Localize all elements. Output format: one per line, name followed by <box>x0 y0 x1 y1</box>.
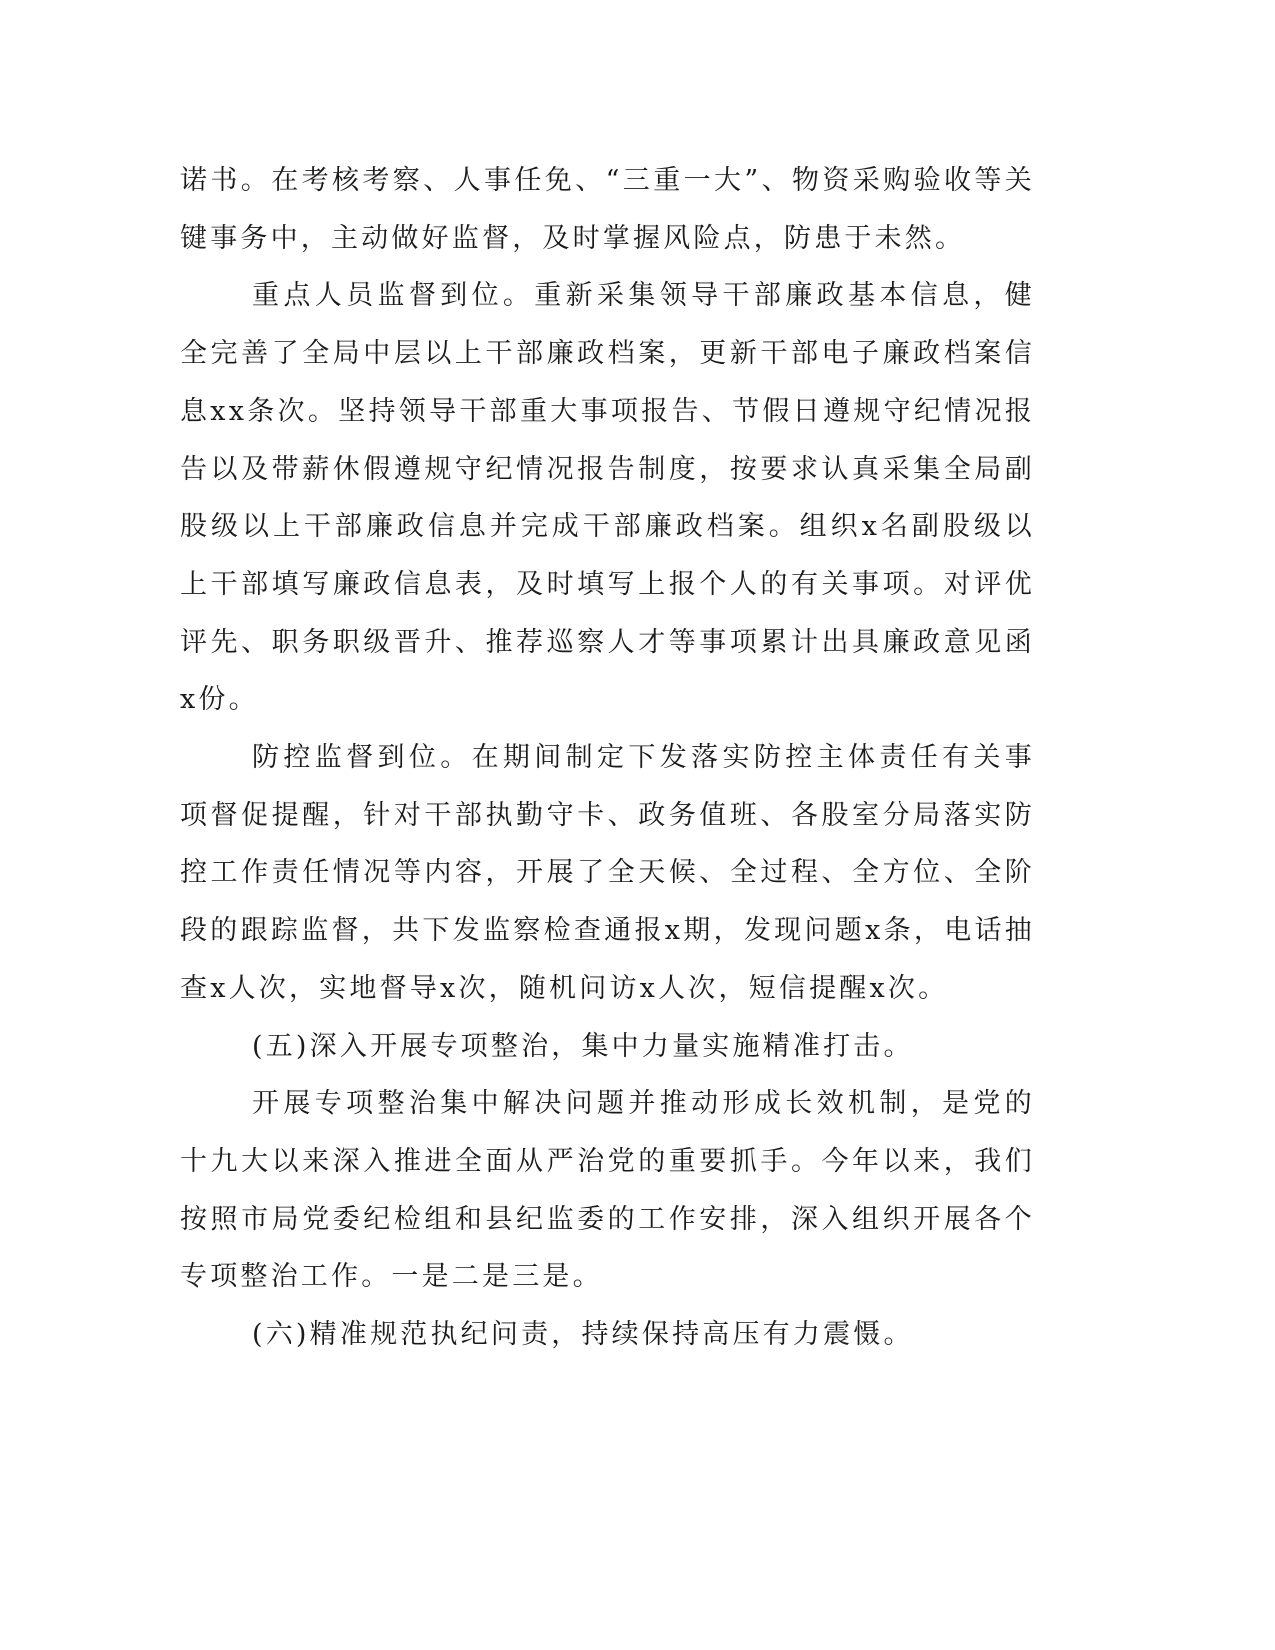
paragraph-special-rectification: 开展专项整治集中解决问题并推动形成长效机制，是党的十九大以来深入推进全面从严治党的重要抓手。今年以来，我们按照市局党委纪检组和县纪监委的工作安排，深入组织开展各个专项整治工作。一是二是三是。 <box>180 1088 1035 1293</box>
section-heading-5: (五)深入开展专项整治，集中力量实施精准打击。 <box>252 1030 914 1062</box>
document-page <box>180 152 1035 1364</box>
paragraph-key-personnel: 重点人员监督到位。重新采集领导干部廉政基本信息，健全完善了全局中层以上干部廉政档案，更新干部电子廉政档案信息xx条次。坚持领导干部重大事项报告、节假日遵规守纪情况报告以及带薪休假遵规守纪情况报告制度，按要求认真采集全局副股级以上干部廉政信息并完成干部廉政档案。组织x名副股级以上干部填写廉政信息表，及时填写上报个人的有关事项。对评优评先、职务职级晋升、推荐巡察人才等事项累计出具廉政意见函x份。 <box>180 280 1035 716</box>
paragraph-prevention: 防控监督到位。在期间制定下发落实防控主体责任有关事项督促提醒，针对干部执勤守卡、政务值班、各股室分局落实防控工作责任情况等内容，开展了全天候、全过程、全方位、全阶段的跟踪监督，共下发监察检查通报x期，发现问题x条，电话抽查x人次，实地督导x次，随机问访x人次，短信提醒x次。 <box>180 742 1035 1004</box>
paragraph-commitment: 诺书。在考核考察、人事任免、“三重一大”、物资采购验收等关键事务中，主动做好监督，及时掌握风险点，防患于未然。 <box>180 165 1035 254</box>
section-heading-6: (六)精准规范执纪问责，持续保持高压有力震慑。 <box>252 1319 914 1351</box>
